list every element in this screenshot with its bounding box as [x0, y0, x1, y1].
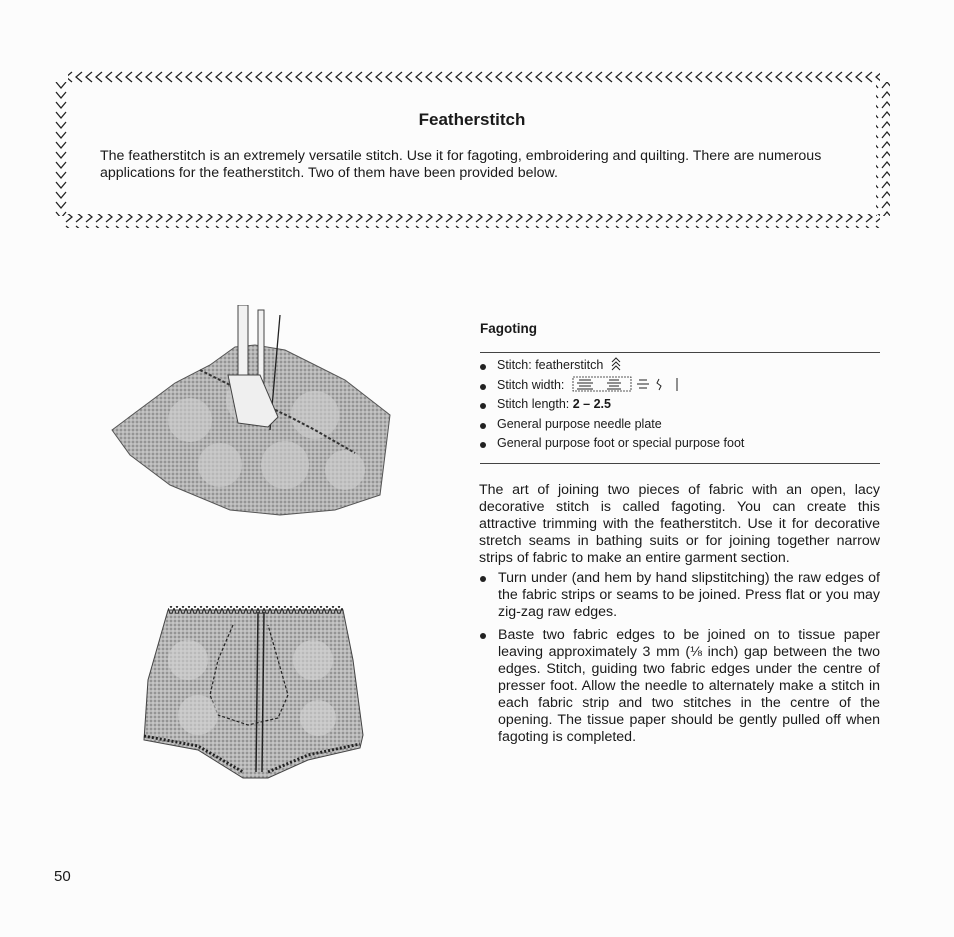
setting-stitch-label: Stitch: featherstitch [497, 358, 604, 372]
divider [480, 352, 880, 353]
featherstitch-header-box [54, 70, 890, 228]
steps-list [479, 570, 880, 752]
fagoting-fabric-illustration [100, 305, 400, 530]
list-item [478, 395, 744, 415]
list-item: Turn under (and hem by hand slipstitching) the raw edges of the fabric strips or seams to be joined. Press flat or you may zig-zag raw edges. [479, 570, 880, 621]
divider [480, 463, 880, 464]
setting-plate-label: General purpose needle plate [497, 416, 662, 431]
setting-length-label: Stitch length: [497, 397, 573, 411]
page-number: 50 [54, 868, 71, 885]
page-title: Featherstitch [418, 110, 526, 129]
list-item: Baste two fabric edges to be joined on to tissue paper leaving approximately 3 mm (⅛ inch) gap between the two edges. Stitch, guiding two fabric edges under the centre of presser foot. Allow the needle to alternately make a stitch in each fabric strip and two stitches in the centre of the opening. The tissue paper should be gently pulled off when fagoting is completed. [479, 627, 880, 746]
bathing-suit-illustration [138, 600, 378, 788]
intro-text: The featherstitch is an extremely versatile stitch. Use it for fagoting, embroidering and quilting. There are numerous applications for the featherstitch. Two of them have been provided below. [100, 148, 822, 181]
list-item [478, 415, 744, 435]
setting-width-label: Stitch width: [497, 377, 565, 392]
featherstitch-symbol-icon [610, 356, 622, 372]
settings-list [478, 356, 744, 454]
stitch-width-symbols-icon [571, 376, 691, 392]
setting-foot-label: General purpose foot or special purpose foot [497, 436, 745, 450]
list-item [478, 434, 744, 454]
fagoting-intro: The art of joining two pieces of fabric with an open, lacy decorative stitch is called fagoting. You can create this attractive trimming with the featherstitch. Use it for decorative stretch seams in bathing suits or for joining together narrow strips of fabric to make an entire garment section. [479, 482, 880, 566]
setting-length-value: 2 – 2.5 [572, 397, 611, 411]
section-title: Fagoting [480, 321, 537, 336]
fagoting-description [479, 482, 880, 567]
list-item [478, 376, 744, 396]
list-item [478, 356, 744, 376]
